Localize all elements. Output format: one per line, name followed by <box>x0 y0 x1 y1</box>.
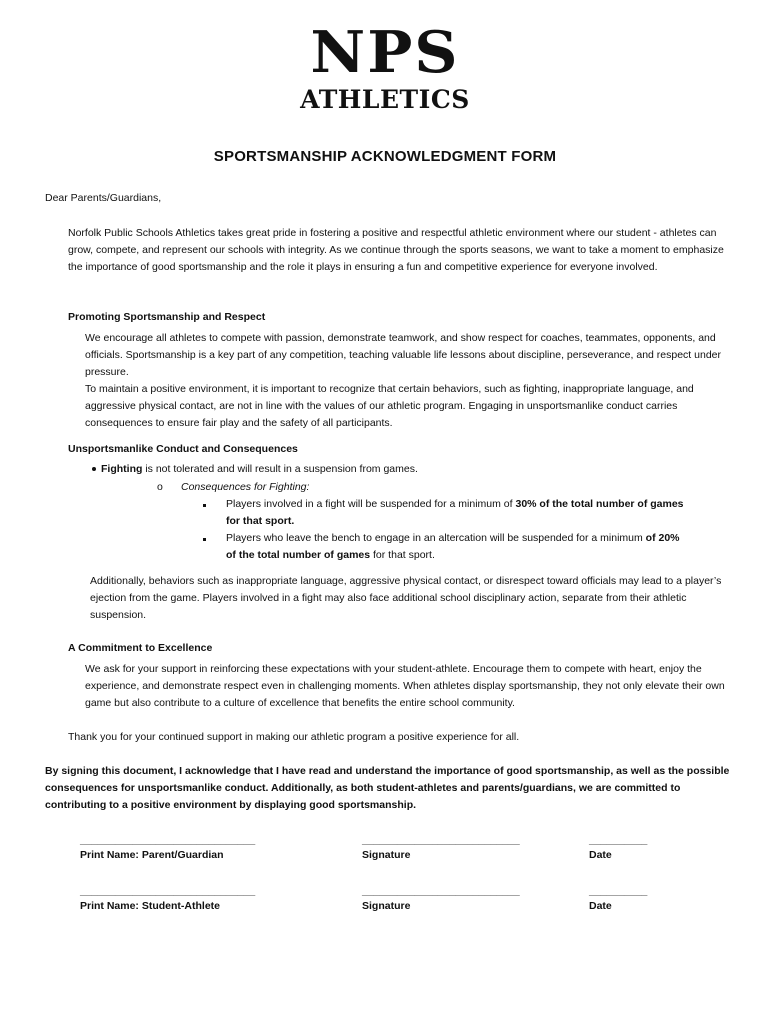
thanks-paragraph: Thank you for your continued support in making our athletic program a positive experience for all. <box>68 731 520 743</box>
parent-signature-line[interactable]: ___________________________ <box>362 834 520 846</box>
student-signature-label: Signature <box>362 900 411 912</box>
parent-signature-label: Signature <box>362 849 411 861</box>
bullet-icon <box>92 467 96 471</box>
sportsmanship-paragraph-2: To maintain a positive environment, it is important to recognize that certain behaviors, such as fighting, inappropriate language, and aggressive physical contact, are not in line with the values of our athletic program. Engaging in unsportsmanlike conduct carries consequences to ensure fair play and the safety of all participants. <box>85 383 694 429</box>
fighting-label: Fighting <box>101 463 143 475</box>
consequence-2-text: Players who leave the bench to engage in an altercation will be suspended for a minimum <box>226 532 646 544</box>
excellence-paragraph: We ask for your support in reinforcing these expectations with your student-athlete. Encourage them to compete with heart, enjoy the experience, and demonstrate respect even in challenging moments. When athletes display sportsmanship, they not only elevate their own game but also contribute to a culture of excellence that benefits the entire school community. <box>85 663 725 709</box>
parent-date-line[interactable]: __________ <box>589 834 648 846</box>
page-title: SPORTSMANSHIP ACKNOWLEDGMENT FORM <box>213 148 557 165</box>
consequence-2-tail: for that sport. <box>370 549 435 561</box>
parent-name-line[interactable]: ______________________________ <box>80 834 256 846</box>
fighting-text: is not tolerated and will result in a suspension from games. <box>142 463 418 475</box>
intro-paragraph: Norfolk Public Schools Athletics takes great pride in fostering a positive and respectful athletic environment where our student - athletes can grow, compete, and represent our schools with integrity. As we continue through the sports seasons, we want to take a moment to emphasize the importance of good sportsmanship and the role it plays in ensuring a fun and competitive experience for everyone involved. <box>68 227 724 273</box>
student-signature-line[interactable]: ___________________________ <box>362 885 520 897</box>
square-bullet-icon <box>203 497 206 514</box>
consequence-item-2 <box>226 530 731 564</box>
square-bullet-icon <box>203 531 206 548</box>
bullet-fighting <box>92 461 692 478</box>
logo-nps: NPS <box>310 19 460 87</box>
student-date-line[interactable]: __________ <box>589 885 648 897</box>
sub-marker: o <box>157 481 163 493</box>
consequence-1-text: Players involved in a fight will be suspended for a minimum of <box>226 498 516 510</box>
section-heading-conduct: Unsportsmanlike Conduct and Consequences <box>68 443 298 455</box>
additional-paragraph: Additionally, behaviors such as inappropriate language, aggressive physical contact, or disrespect toward officials may lead to a player’s ejection from the game. Players involved in a fight may also face additional school disciplinary action, separate from their athletic suspension. <box>90 575 722 621</box>
consequences-label: Consequences for Fighting: <box>181 481 310 493</box>
sportsmanship-paragraph-1: We encourage all athletes to compete with passion, demonstrate teamwork, and show respect for coaches, teammates, opponents, and officials. Sportsmanship is a key part of any competition, teaching valuable life lessons about discipline, perseverance, and respect under pressure. <box>85 332 721 378</box>
section-heading-excellence: A Commitment to Excellence <box>68 642 213 654</box>
student-name-line[interactable]: ______________________________ <box>80 885 256 897</box>
consequence-1-bold-cont: for that sport. <box>226 515 295 527</box>
greeting: Dear Parents/Guardians, <box>45 192 162 204</box>
parent-name-label: Print Name: Parent/Guardian <box>80 849 224 861</box>
student-name-label: Print Name: Student-Athlete <box>80 900 221 912</box>
consequence-1-bold: 30% of the total number of games <box>515 498 684 510</box>
section-heading-sportsmanship: Promoting Sportsmanship and Respect <box>68 311 266 323</box>
student-date-label: Date <box>589 900 612 912</box>
logo-athletics: ATHLETICS <box>300 85 470 114</box>
acknowledgment-paragraph: By signing this document, I acknowledge that I have read and understand the importance of good sportsmanship, as well as the possible consequences for unsportsmanlike conduct. Additionally, as both student-athletes and parents/guardians, we are committed to contributing to a positive environment by displaying good sportsmanship. <box>45 765 730 811</box>
consequence-2-bold: of 20% <box>645 532 680 544</box>
consequence-item-1 <box>226 496 731 530</box>
parent-date-label: Date <box>589 849 612 861</box>
consequence-2-bold-cont: of the total number of games <box>226 549 371 561</box>
